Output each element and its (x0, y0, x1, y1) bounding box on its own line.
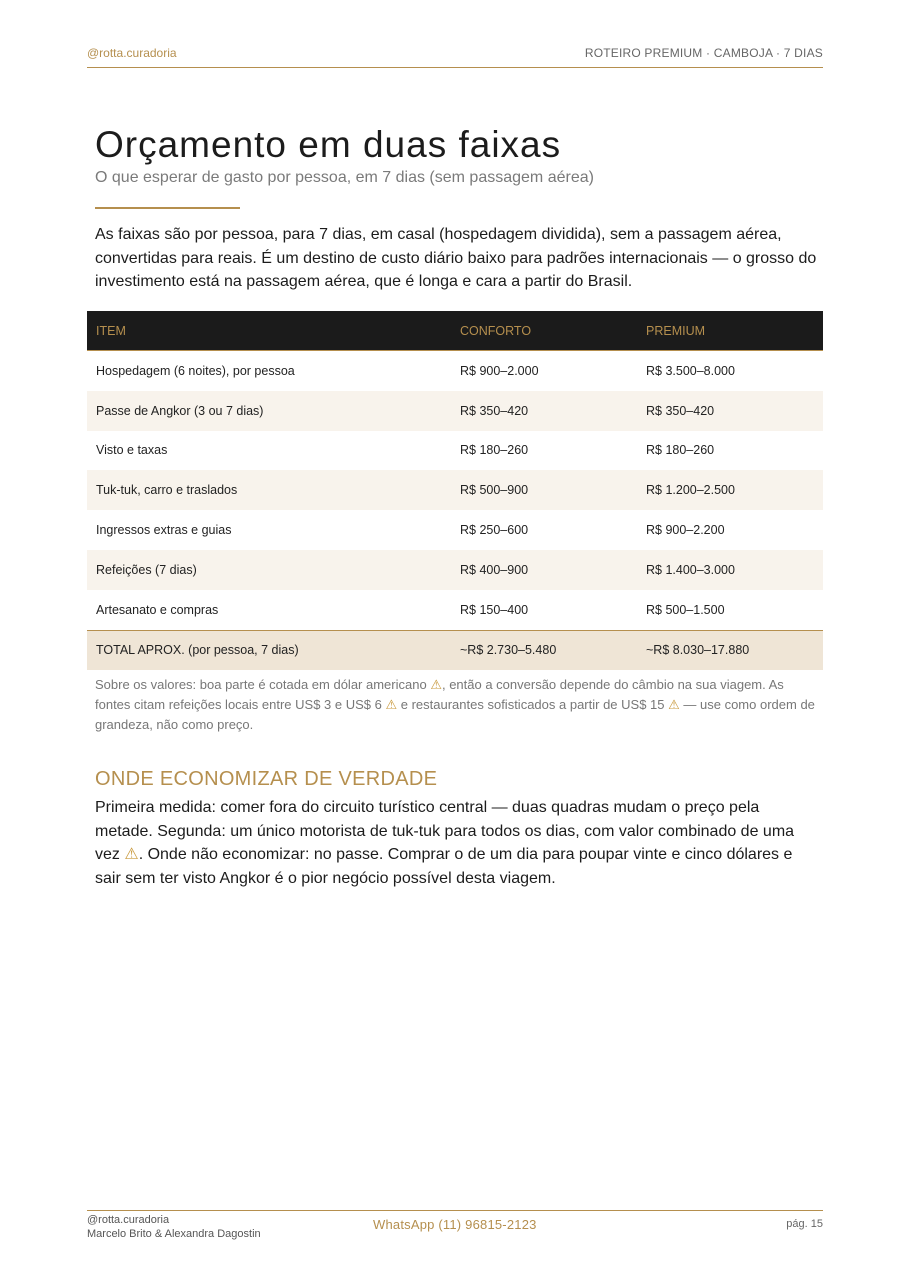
cell-conforto: R$ 350–420 (460, 403, 529, 418)
footer-whatsapp: WhatsApp (11) 96815-2123 (373, 1217, 537, 1232)
note-text: , então a conversão depende do câmbio na sua viagem. As fontes citam refeições locais entre US$ 3 e US$ 6 (95, 677, 784, 712)
cell-premium: R$ 900–2.200 (646, 523, 725, 538)
table-row (87, 510, 823, 550)
section-title: ONDE ECONOMIZAR DE VERDADE (95, 768, 438, 790)
note-text: Sobre os valores: boa parte é cotada em dólar americano (95, 677, 431, 692)
footer-authors: Marcelo Brito & Alexandra Dagostin (87, 1228, 261, 1240)
header-handle: @rotta.curadoria (87, 46, 177, 60)
cell-item: Visto e taxas (96, 443, 168, 458)
page-title: Orçamento em duas faixas (95, 124, 562, 165)
table-total-row (87, 630, 823, 670)
warning-icon: ⚠ (430, 677, 442, 692)
total-premium: ~R$ 8.030–17.880 (646, 643, 750, 658)
cell-premium: R$ 180–260 (646, 443, 715, 458)
cell-conforto: R$ 150–400 (460, 602, 529, 617)
total-label: TOTAL APROX. (por pessoa, 7 dias) (96, 643, 299, 658)
cell-premium: R$ 350–420 (646, 403, 715, 418)
page-number: pág. 15 (786, 1218, 823, 1230)
header-doc-label: ROTEIRO PREMIUM · CAMBOJA · 7 DIAS (584, 46, 823, 60)
column-header-item: ITEM (96, 323, 126, 338)
cell-conforto: R$ 500–900 (460, 483, 529, 498)
cell-item: Refeições (7 dias) (96, 562, 197, 577)
table-row (87, 431, 823, 471)
cell-item: Ingressos extras e guias (96, 523, 232, 538)
warning-icon: ⚠ (668, 697, 680, 712)
column-header-premium: PREMIUM (646, 323, 706, 338)
cell-conforto: R$ 180–260 (460, 443, 529, 458)
note-text: — use como ordem de grandeza, não como preço. (95, 697, 815, 732)
values-note (95, 675, 815, 735)
cell-item: Tuk-tuk, carro e traslados (96, 483, 238, 498)
cell-premium: R$ 3.500–8.000 (646, 363, 735, 378)
intro-paragraph: As faixas são por pessoa, para 7 dias, em casal (hospedagem dividida), sem a passagem aérea, convertidas para reais. É um destino de custo diário baixo para padrões internacionais — o grosso do investimento está na passagem aérea, que é longa e cara a partir do Brasil. (95, 226, 817, 290)
cell-premium: R$ 500–1.500 (646, 602, 725, 617)
table-row (87, 590, 823, 630)
cell-item: Hospedagem (6 noites), por pessoa (96, 363, 295, 378)
table-row (87, 351, 823, 391)
page-subtitle: O que esperar de gasto por pessoa, em 7 dias (sem passagem aérea) (95, 169, 594, 186)
warning-icon: ⚠ (124, 846, 139, 863)
section-text: . Onde não economizar: no passe. Comprar o de um dia para poupar vinte e cinco dólares e sair sem ter visto Angkor é o pior negócio possível desta viagem. (95, 846, 793, 887)
footer-credits (87, 1213, 261, 1241)
note-text: e restaurantes sofisticados a partir de US$ 15 (397, 697, 669, 712)
cell-item: Artesanato e compras (96, 602, 219, 617)
title-divider (95, 207, 240, 209)
cell-conforto: R$ 900–2.000 (460, 363, 539, 378)
section-text: Primeira medida: comer fora do circuito turístico central — duas quadras mudam o preço pela metade. Segunda: um único motorista de tuk-tuk para todos os dias, com valor combinado de uma vez (95, 799, 795, 863)
page-header (87, 46, 823, 68)
table-row (87, 470, 823, 510)
section-body (95, 796, 820, 890)
cell-conforto: R$ 250–600 (460, 523, 529, 538)
budget-table (87, 311, 823, 670)
column-header-conforto: CONFORTO (460, 323, 532, 338)
warning-icon: ⚠ (385, 697, 398, 712)
cell-premium: R$ 1.200–2.500 (646, 483, 735, 498)
cell-premium: R$ 1.400–3.000 (646, 562, 735, 577)
table-header-row (87, 311, 823, 351)
table-row (87, 550, 823, 590)
footer-handle: @rotta.curadoria (87, 1214, 170, 1226)
cell-conforto: R$ 400–900 (460, 562, 529, 577)
cell-item: Passe de Angkor (3 ou 7 dias) (96, 403, 264, 418)
table-row (87, 391, 823, 431)
page-footer (87, 1210, 823, 1251)
total-conforto: ~R$ 2.730–5.480 (460, 643, 557, 658)
